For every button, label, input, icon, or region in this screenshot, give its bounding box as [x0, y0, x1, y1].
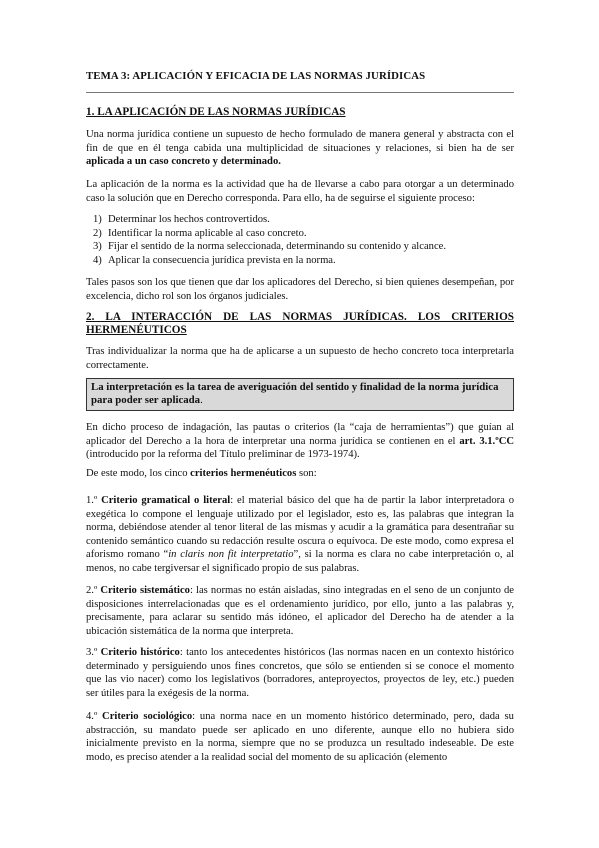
criterion-name: Criterio sistemático	[100, 585, 190, 596]
list-number: 1)	[93, 214, 102, 225]
emphasis-text: aplicada a un caso concreto y determinado.	[86, 156, 281, 168]
criterion-text: : una norma nace en un momento histórico determinado, pero, dada su abstracción, su mandato puede ser aplicado en uno diferente, aunque ello no hubiera sido inicialmente previsto en la norma, siempre que no se produzca un resultado indeseable. De este modo, es preciso atender a la realidad social del momento de su aplicación (elemento	[86, 711, 514, 763]
criterion-text: ”, si la norma es clara no cabe interpretación o, al menos, no cabe tergiversar el significado propio de sus palabras.	[86, 549, 514, 574]
list-item	[86, 254, 514, 268]
paragraph-text: En dicho proceso de indagación, las pautas o criterios (la “caja de herramientas”) que guían al aplicador del Derecho a la hora de interpretar una norma jurídica se contienen en el	[86, 422, 514, 447]
paragraph-text: De este modo, los cinco	[86, 468, 191, 479]
section-1-paragraph-1	[86, 128, 514, 169]
list-item-text: Fijar el sentido de la norma seleccionada, determinando su contenido y alcance.	[108, 241, 446, 253]
section-1-paragraph-3: Tales pasos son los que tienen que dar los aplicadores del Derecho, si bien quienes desempeñan, por excelencia, dicho rol son los órganos judiciales.	[86, 277, 514, 302]
criterion-text: : las normas no están aisladas, sino integradas en el seno de un conjunto de disposiciones interrelacionadas que es el ordenamiento jurídico, por ello, junto a las palabras y, precisamente, para aclarar su sentido más idóneo, el aplicador del Derecho ha de atender a la ubicación sistemática de la norma que interpreta.	[86, 585, 514, 637]
definition-text: La interpretación es la tarea de averiguación del sentido y finalidad de la norma jurídica para poder ser aplicada	[91, 381, 499, 407]
criterion-number: 1.º	[86, 495, 102, 506]
criterion-systematic	[86, 584, 514, 638]
definition-end: .	[200, 394, 203, 407]
section-1-heading: 1. LA APLICACIÓN DE LAS NORMAS JURÍDICAS	[86, 106, 346, 118]
criterion-sociological	[86, 710, 514, 764]
list-item	[86, 240, 514, 254]
section-2-paragraph-2	[86, 421, 514, 462]
list-number: 2)	[93, 227, 102, 239]
paragraph-text: son:	[296, 468, 317, 479]
definition-box	[86, 378, 514, 411]
criterion-name: Criterio gramatical o literal	[101, 495, 231, 506]
criterion-name: Criterio histórico	[100, 647, 180, 658]
criterion-historical	[86, 646, 514, 700]
list-number: 3)	[93, 241, 102, 253]
criterion-text: : el material básico del que ha de partir la labor interpretadora o exegética lo compone el lenguaje utilizado por el legislador, esto es, las palabras que integran la norma, debiéndose atender al tenor literal de las mismas y acudir a la gramática para desentrañar su contenido semántico cuando su redacción resulte oscura o equívoca. De este modo, como expresa el aforismo romano “	[86, 495, 514, 561]
criterion-number: 2.º	[86, 585, 101, 596]
article-reference: art. 3.1.ºCC	[459, 435, 515, 447]
list-item-text: Identificar la norma aplicable al caso concreto.	[108, 227, 307, 239]
criterion-number: 3.º	[86, 647, 101, 658]
emphasis-text: criterios hermenéuticos	[190, 468, 297, 479]
criterion-name: Criterio sociológico	[102, 711, 193, 722]
criterion-number: 4.º	[86, 711, 103, 722]
list-item	[86, 227, 514, 241]
list-item	[86, 213, 514, 227]
title-divider	[86, 92, 514, 93]
list-number: 4)	[93, 254, 102, 266]
section-2-heading: 2. LA INTERACCIÓN DE LAS NORMAS JURÍDICAS. LOS CRITERIOS HERMENÉUTICOS	[86, 311, 514, 336]
section-2-paragraph-3	[86, 467, 514, 481]
section-1-paragraph-2: La aplicación de la norma es la actividad que ha de llevarse a cabo para otorgar a un determinado caso la solución que en Derecho corresponda. Para ello, ha de seguirse el siguiente proceso:	[86, 179, 514, 204]
criterion-grammatical	[86, 494, 514, 576]
criterion-text: : tanto los antecedentes históricos (las normas nacen en un contexto histórico determinado y persiguiendo unos fines concretos, que sólo se entienden si se conoce el momento que las vio nacer) como los legislativos (borradores, anteproyectos, proyectos de ley, etc.) pueden ser útiles para la exégesis de la norma.	[86, 647, 514, 699]
latin-aphorism: in claris non fit interpretatio	[168, 549, 294, 561]
paragraph-text: Una norma jurídica contiene un supuesto de hecho formulado de manera general y abstracta con el fin de que en él tenga cabida una multiplicidad de situaciones y relaciones, si bien ha de ser	[86, 129, 514, 154]
document-title: TEMA 3: APLICACIÓN Y EFICACIA DE LAS NORMAS JURÍDICAS	[86, 70, 426, 82]
list-item-text: Determinar los hechos controvertidos.	[108, 214, 270, 225]
list-item-text: Aplicar la consecuencia jurídica prevista en la norma.	[108, 254, 336, 266]
process-steps-list	[86, 213, 514, 267]
paragraph-text: (introducido por la reforma del Título preliminar de 1973-1974).	[86, 449, 360, 461]
section-2-paragraph-1: Tras individualizar la norma que ha de aplicarse a un supuesto de hecho concreto toca interpretarla correctamente.	[86, 346, 514, 371]
